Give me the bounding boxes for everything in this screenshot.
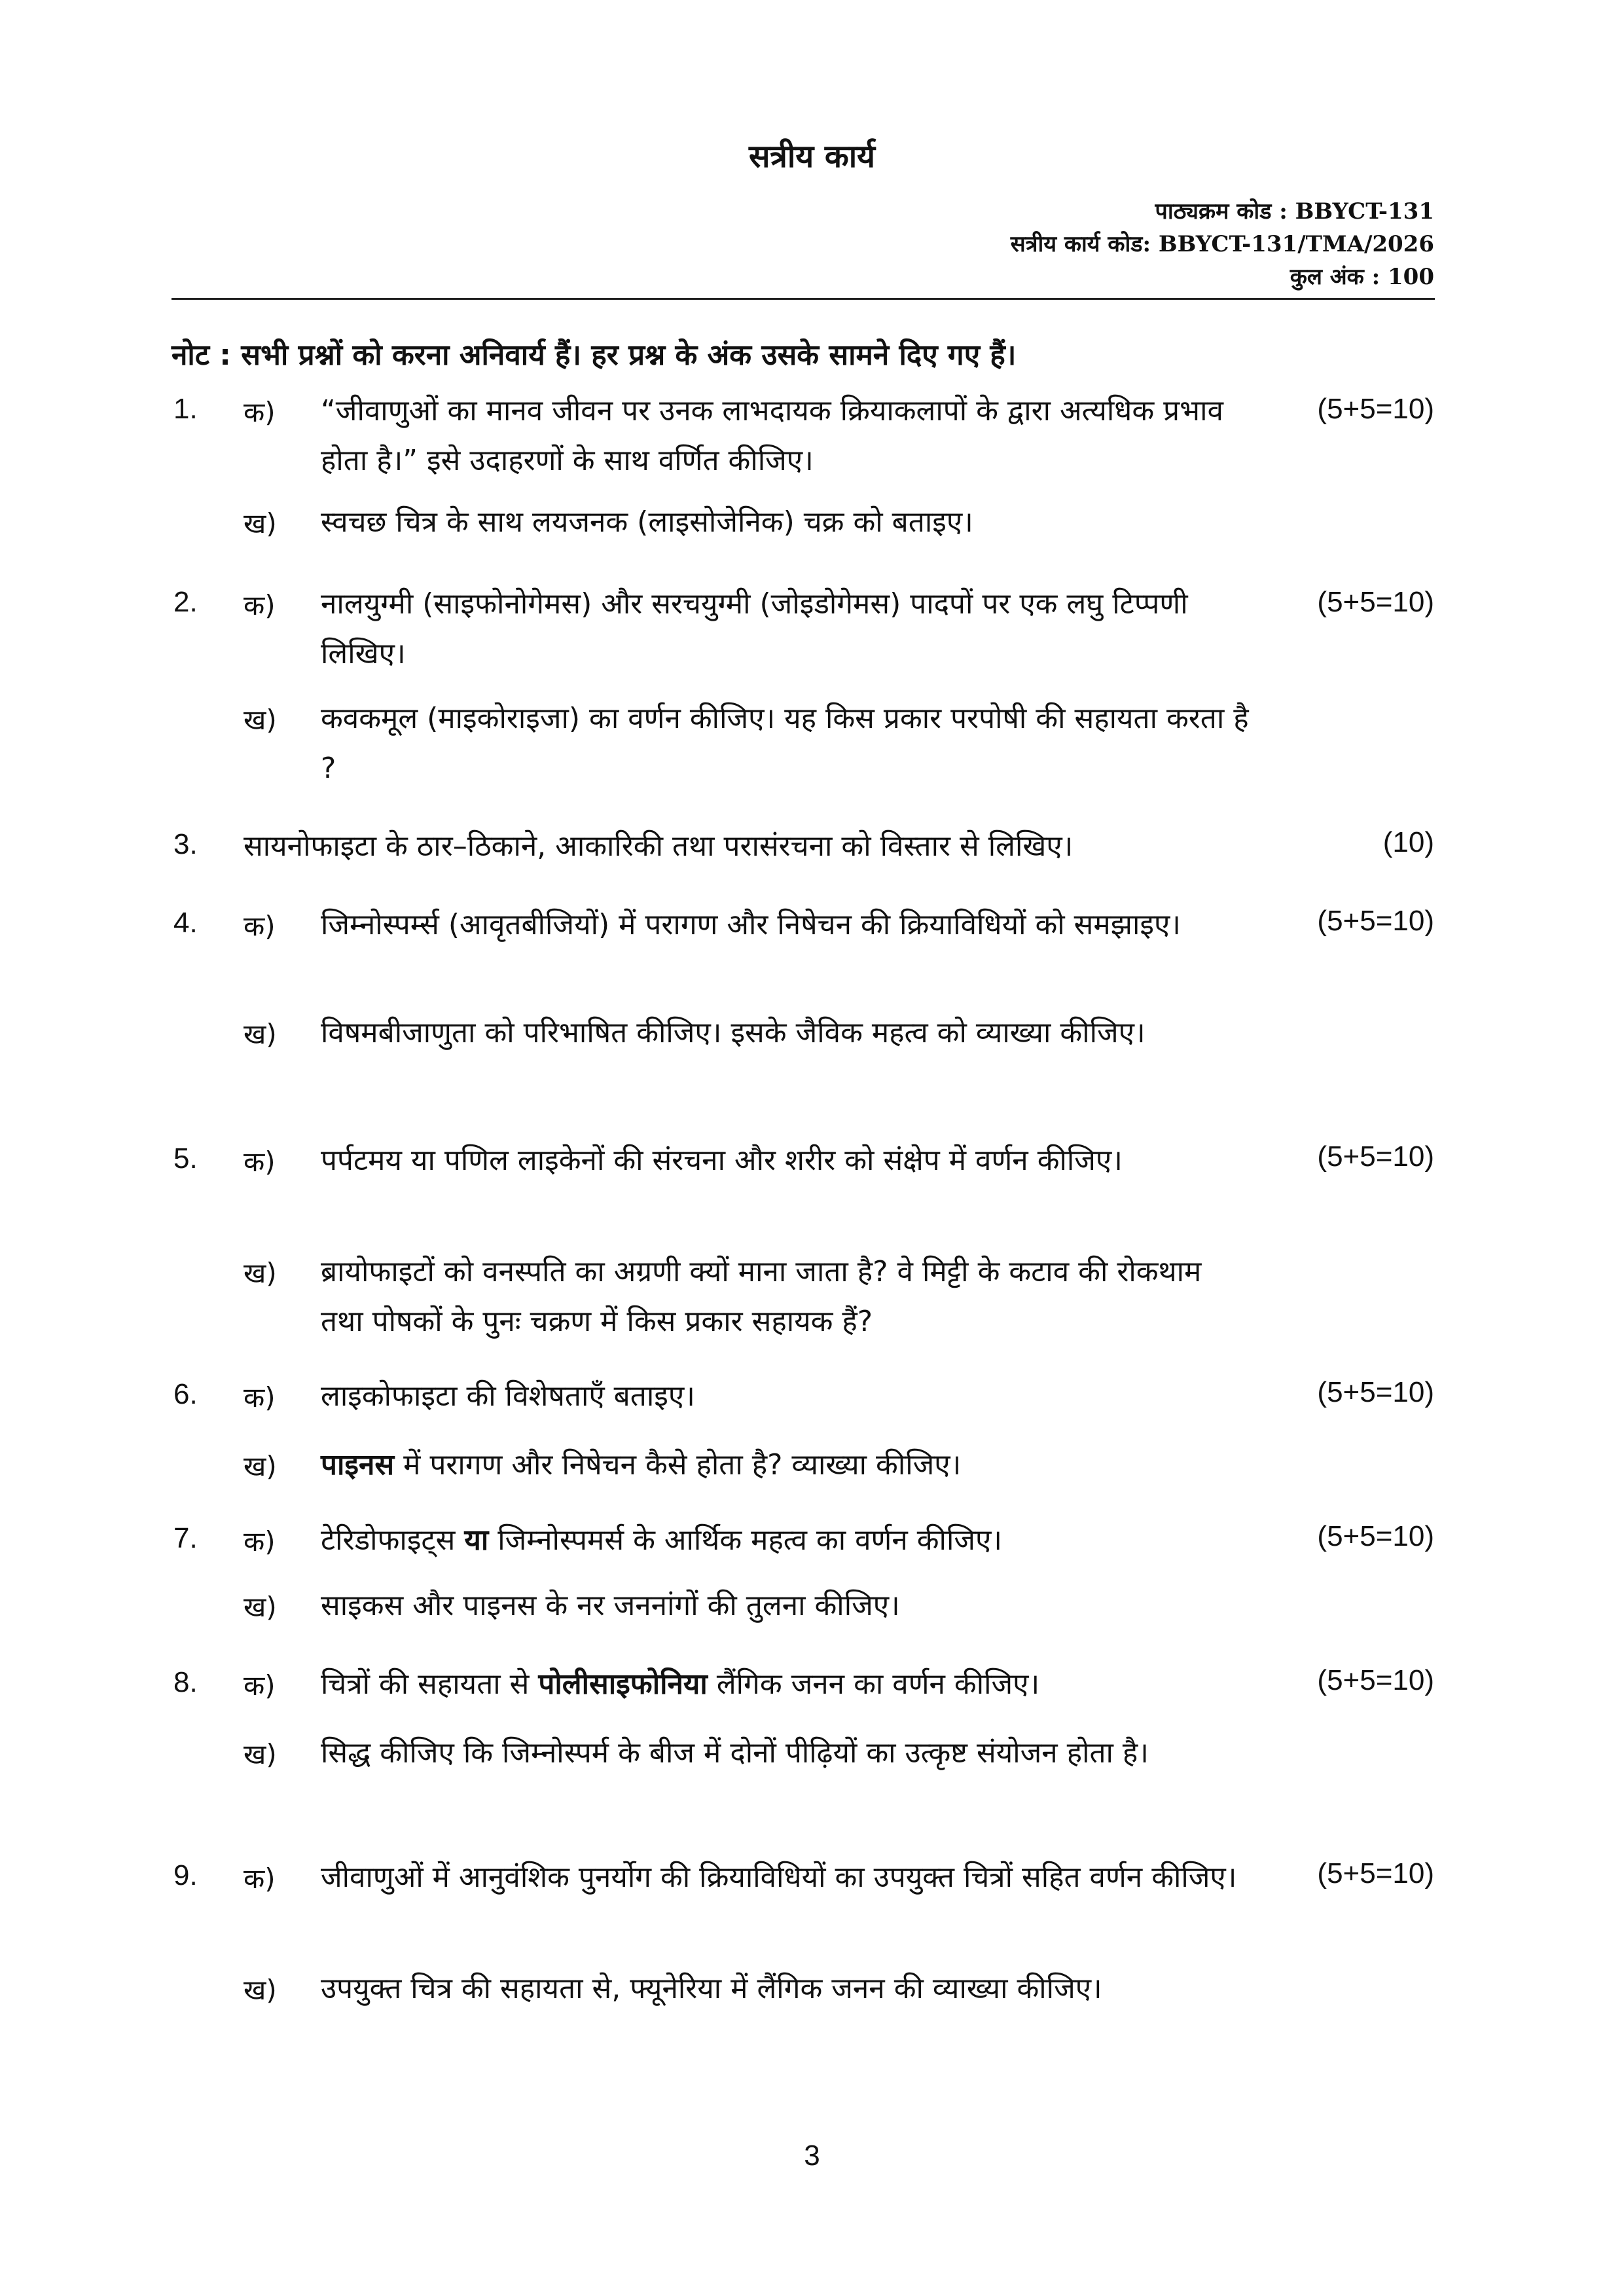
part-label: क) — [244, 396, 276, 428]
part-label: ख) — [244, 1257, 277, 1289]
part-label: क) — [244, 1146, 276, 1178]
question-text: चित्रों की सहायता से पोलीसाइफोनिया लैंगिक जनन का वर्णन कीजिए। — [321, 1667, 1040, 1701]
question-text: जिम्नोस्पर्म्स (आवृतबीजियों) में परागण और निषेचन की क्रियाविधियों को समझाइए। — [321, 908, 1181, 941]
part-label: ख) — [244, 1974, 277, 2006]
part-label: क) — [244, 1525, 276, 1558]
question-number: 9. — [173, 1859, 198, 1891]
question-text: कवकमूल (माइकोराइजा) का वर्णन कीजिए। यह किस प्रकार परपोषी की सहायता करता है ? — [321, 702, 1249, 785]
question-number: 1. — [173, 393, 198, 425]
question-text: सायनोफाइटा के ठार–ठिकाने, आकारिकी तथा परासंरचना को विस्तार से लिखिए। — [244, 829, 1074, 863]
part-label: क) — [244, 1381, 276, 1413]
part-label: ख) — [244, 1738, 277, 1770]
question-text: स्वचछ चित्र के साथ लयजनक (लाइसोजेनिक) चक्र को बताइए। — [321, 505, 973, 539]
assignment-code: सत्रीय कार्य कोड: BBYCT-131/TMA/2026 — [1010, 231, 1434, 257]
instructions-note: नोट : सभी प्रश्नों को करना अनिवार्य हैं। हर प्रश्न के अंक उसके सामने दिए गए हैं। — [171, 338, 1017, 372]
page-title: सत्रीय कार्य — [748, 138, 876, 175]
question-text: जीवाणुओं में आनुवंशिक पुनर्योग की क्रियाविधियों का उपयुक्त चित्रों सहित वर्णन कीजिए। — [321, 1861, 1237, 1894]
course-code: पाठ्यक्रम कोड : BBYCT-131 — [1155, 198, 1434, 225]
bold-term: पोलीसाइफोनिया — [538, 1667, 708, 1701]
question-text: लाइकोफाइटा की विशेषताएँ बताइए। — [321, 1379, 695, 1413]
question-marks: (5+5=10) — [1317, 1140, 1434, 1173]
question-text: साइकस और पाइनस के नर जननांगों की तुलना कीजिए। — [321, 1589, 900, 1622]
question-text: पर्पटमय या पणिल लाइकेनों की संरचना और शरीर को संक्षेप में वर्णन कीजिए। — [321, 1144, 1123, 1177]
part-label: क) — [244, 1863, 276, 1895]
question-text: पाइनस में परागण और निषेचन कैसे होता है? व्याख्या कीजिए। — [321, 1448, 962, 1482]
question-text: विषमबीजाणुता को परिभाषित कीजिए। इसके जैविक महत्व को व्याख्या कीजिए। — [321, 1016, 1146, 1049]
question-marks: (5+5=10) — [1317, 905, 1434, 937]
question-text: सिद्ध कीजिए कि जिम्नोस्पर्म के बीज में दोनों पीढ़ियों का उत्कृष्ट संयोजन होता है। — [321, 1736, 1149, 1770]
question-marks: (5+5=10) — [1317, 393, 1434, 425]
part-label: ख) — [244, 507, 277, 539]
question-number: 2. — [173, 586, 198, 618]
part-label: क) — [244, 589, 276, 621]
question-number: 3. — [173, 828, 198, 860]
part-label: क) — [244, 1669, 276, 1702]
question-text: ब्रायोफाइटों को वनस्पति का अग्रणी क्यों माना जाता है? वे मिट्टी के कटाव की रोकथाम तथा पोषकों के पुनः चक्रण में किस प्रकार सहायक हैं? — [321, 1255, 1202, 1338]
bold-term: पाइनस — [321, 1448, 395, 1482]
part-label: ख) — [244, 1018, 277, 1050]
question-marks: (5+5=10) — [1317, 1520, 1434, 1552]
part-label: ख) — [244, 1450, 277, 1482]
part-label: क) — [244, 910, 276, 942]
question-marks: (5+5=10) — [1317, 1376, 1434, 1408]
total-marks: कुल अंक : 100 — [1290, 264, 1434, 290]
question-number: 4. — [173, 907, 198, 939]
question-text: उपयुक्त चित्र की सहायता से, फ्यूनेरिया में लैंगिक जनन की व्याख्या कीजिए। — [321, 1972, 1102, 2005]
assignment-meta — [1011, 195, 1434, 293]
page-number: 3 — [804, 2140, 820, 2172]
question-text: नालयुग्मी (साइफोनोगेमस) और सरचयुग्मी (जोइडोगेमस) पादपों पर एक लघु टिप्पणी लिखिए। — [321, 587, 1188, 670]
question-marks: (5+5=10) — [1317, 1857, 1434, 1889]
question-number: 8. — [173, 1666, 198, 1698]
question-marks: (10) — [1382, 826, 1434, 858]
part-label: ख) — [244, 704, 277, 736]
header-divider — [171, 298, 1435, 300]
question-marks: (5+5=10) — [1317, 1664, 1434, 1696]
question-text: “जीवाणुओं का मानव जीवन पर उनक लाभदायक क्रियाकलापों के द्वारा अत्यधिक प्रभाव होता है।” इसे उदाहरणों के साथ वर्णित कीजिए। — [321, 394, 1223, 477]
question-marks: (5+5=10) — [1317, 586, 1434, 618]
question-text: टेरिडोफाइट्स या जिम्नोस्पमर्स के आर्थिक महत्व का वर्णन कीजिए। — [321, 1523, 1003, 1557]
part-label: ख) — [244, 1591, 277, 1623]
question-number: 7. — [173, 1522, 198, 1554]
question-number: 6. — [173, 1378, 198, 1410]
bold-term: या — [464, 1523, 489, 1557]
question-number: 5. — [173, 1142, 198, 1175]
